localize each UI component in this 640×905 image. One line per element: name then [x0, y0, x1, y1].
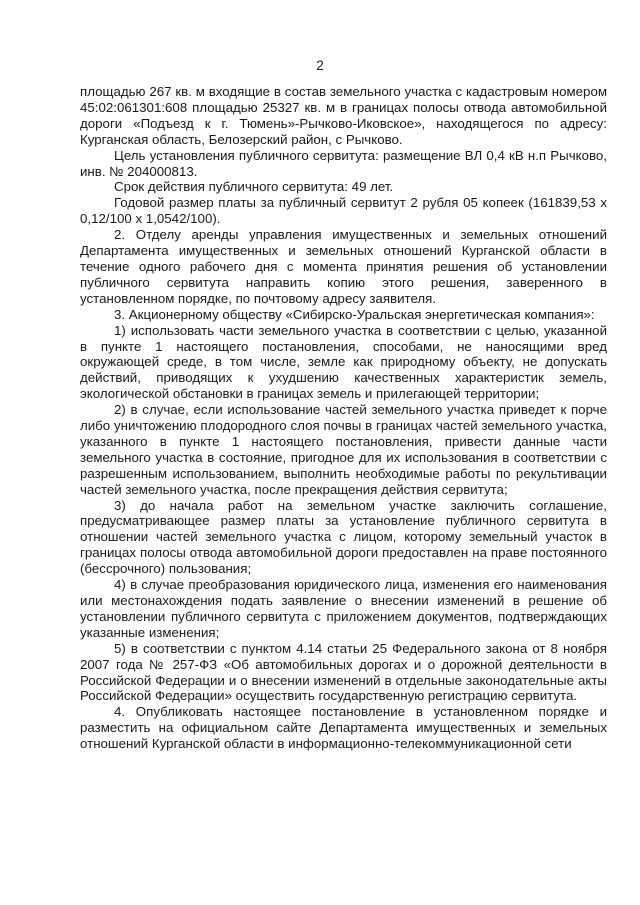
paragraph-item-3-1: 1) использовать части земельного участка в соответствии с целью, указанной в пункте 1 настоящего постановления, способами, не наносящими вред окружающей среде, в том числе, земле как природному объекту, не допускать действий, приводящих к ухудшению качественных характеристик земель, экологической обстановки в границах земель и прилегающей территории;	[80, 322, 607, 402]
paragraph-item-2: 2. Отделу аренды управления имущественных и земельных отношений Департамента имущественных и земельных отношений Курганской области в течение одного рабочего дня с момента принятия решения об установлении публичного сервитута направить копию этого решения, заверенного в установленном порядке, по почтовому адресу заявителя.	[80, 227, 607, 306]
paragraph-servitude-term: Срок действия публичного сервитута: 49 лет.	[114, 179, 394, 195]
paragraph-servitude-purpose: Цель установления публичного сервитута: размещение ВЛ 0,4 кВ н.п Рычково, инв. № 204000813.	[80, 147, 607, 179]
paragraph-land-area: площадью 267 кв. м входящие в состав земельного участка с кадастровым номером 45:02:061301:608 площадью 25327 кв. м в границах полосы отвода автомобильной дороги «Подъезд к г. Тюмень»-Рычково-Иковское», находящегося по адресу: Курганская область, Белозерский район, с Рычково.	[80, 84, 607, 147]
paragraph-item-3-5: 5) в соответствии с пунктом 4.14 статьи 25 Федерального закона от 8 ноября 2007 года № 257-ФЗ «Об автомобильных дорогах и о дорожной деятельности в Российской Федерации и о внесении изменений в отдельные законодательные акты Российской Федерации» осуществить государственную регистрацию сервитута.	[80, 640, 607, 704]
paragraph-item-3-4: 4) в случае преобразования юридического лица, изменения его наименования или местонахождения подать заявление о внесении изменений в решение об установлении публичного сервитута с приложением документов, подтверждающих указанные изменения;	[80, 577, 607, 640]
paragraph-item-3-2: 2) в случае, если использование частей земельного участка приведет к порче либо уничтожению плодородного слоя почвы в границах частей земельного участка, указанного в пункте 1 настоящего постановления, привести данные части земельного участка в состояние, пригодное для их использования в соответствии с разрешенным использованием, выполнить необходимые работы по рекультивации частей земельного участка, после прекращения действия сервитута;	[80, 402, 607, 497]
paragraph-item-3: 3. Акционерному обществу «Сибирско-Уральская энергетическая компания»:	[114, 306, 595, 322]
paragraph-item-4: 4. Опубликовать настоящее постановление в установленном порядке и разместить на официальном сайте Департамента имущественных и земельных отношений Курганской области в информационно-телекоммуникационной сети	[80, 704, 607, 752]
page-number: 2	[316, 58, 324, 73]
document-body	[80, 84, 607, 752]
paragraph-annual-fee: Годовой размер платы за публичный сервитут 2 рубля 05 копеек (161839,53 х 0,12/100 х 1,0542/100).	[80, 195, 607, 227]
paragraph-item-3-3: 3) до начала работ на земельном участке заключить соглашение, предусматривающее размер платы за установление публичного сервитута в отношении частей земельного участка с лицом, которому земельный участок в границах полосы отвода автомобильной дороги предоставлен на праве постоянного (бессрочного) пользования;	[80, 497, 607, 577]
